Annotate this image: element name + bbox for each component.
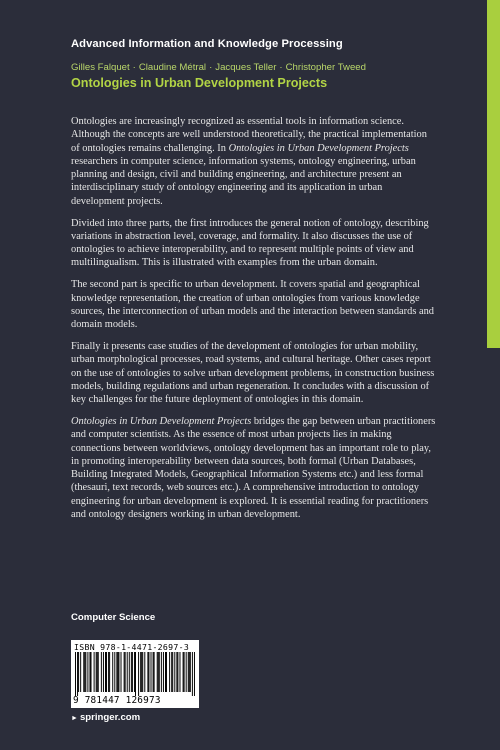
barcode-bar: [169, 652, 170, 692]
barcode-bar: [112, 652, 113, 692]
blurb-paragraph: Finally it presents case studies of the development of ontologies for urban mobility, urban morphological processes, road systems, and cultural heritage. Other cases report on the use of ontologies to solve urban development problems, in construction business models, building regulations and urban regeneration. It concludes with a discussion of key challenges for the future deployment of ontologies in this domain.: [71, 340, 435, 406]
barcode-bar: [166, 652, 167, 692]
barcode-bar: [114, 652, 115, 692]
author-name: Claudine Métral: [138, 62, 207, 73]
accent-stripe: [487, 0, 500, 348]
barcode-bar: [77, 652, 78, 696]
barcode-bars: [75, 652, 195, 696]
barcode-bar: [148, 652, 149, 692]
barcode-bar: [192, 652, 193, 696]
barcode-bar: [194, 652, 195, 696]
barcode-bar: [157, 652, 158, 692]
barcode-bar: [176, 652, 177, 692]
barcode-bar: [171, 652, 172, 692]
barcode-bar: [121, 652, 122, 692]
barcode-bar: [184, 652, 185, 692]
barcode-bar: [179, 652, 180, 692]
barcode-bar: [134, 652, 135, 692]
barcode-bar: [147, 652, 148, 692]
barcode-bar: [165, 652, 166, 692]
barcode-digits: 9 781447 126973: [73, 695, 161, 706]
barcode-bar: [96, 652, 97, 692]
author-name: Christopher Tweed: [285, 62, 366, 73]
barcode-bar: [117, 652, 118, 692]
arrow-icon: ►: [71, 715, 78, 722]
barcode-bar: [177, 652, 178, 692]
barcode-bar: [118, 652, 119, 692]
barcode-bar: [159, 652, 160, 692]
barcode-bar: [98, 652, 99, 692]
barcode-bar: [101, 652, 102, 692]
barcode-bar: [190, 652, 191, 692]
barcode-bar: [135, 652, 136, 696]
barcode-bar: [105, 652, 106, 692]
barcode-bar: [188, 652, 189, 692]
barcode-bar: [186, 652, 187, 692]
blurb: [71, 115, 437, 530]
barcode-bar: [172, 652, 173, 692]
publisher-link[interactable]: [71, 712, 140, 723]
barcode-bar: [151, 652, 152, 692]
barcode-bar: [129, 652, 130, 692]
publisher-url: springer.com: [79, 712, 141, 723]
barcode: [71, 640, 199, 708]
barcode-bar: [97, 652, 98, 692]
barcode-bar: [127, 652, 128, 692]
barcode-bar: [80, 652, 81, 692]
barcode-bar: [183, 652, 184, 692]
barcode-bar: [138, 652, 139, 696]
barcode-bar: [83, 652, 84, 692]
barcode-bar: [163, 652, 164, 692]
blurb-paragraph: [71, 415, 437, 521]
barcode-bar: [106, 652, 107, 692]
barcode-bar: [94, 652, 95, 692]
barcode-bar: [154, 652, 155, 692]
author-name: Gilles Falquet: [71, 62, 130, 73]
book-title-italic: Ontologies in Urban Development Projects: [71, 415, 252, 427]
paragraph-text: Ontologies are increasingly recognized as essential tools in information science. Although the concepts are well understood theoretically, the practical implementation of ontologies remains challenging. In: [71, 116, 427, 154]
author-list: [71, 62, 366, 73]
book-title-italic: Ontologies in Urban Development Projects: [228, 142, 409, 154]
barcode-bar: [84, 652, 85, 692]
book-title: Ontologies in Urban Development Projects: [71, 76, 328, 90]
barcode-bar: [141, 652, 142, 692]
barcode-bar: [189, 652, 190, 692]
barcode-bar: [108, 652, 109, 692]
barcode-bar: [109, 652, 110, 692]
barcode-bar: [116, 652, 117, 692]
barcode-bar: [158, 652, 159, 692]
barcode-bar: [144, 652, 145, 692]
barcode-bar: [140, 652, 141, 692]
blurb-paragraph: [71, 115, 437, 208]
author-separator: ·: [132, 62, 136, 73]
barcode-bar: [142, 652, 143, 692]
barcode-bar: [174, 652, 175, 692]
barcode-bar: [124, 652, 125, 692]
barcode-bar: [131, 652, 132, 692]
isbn-label: ISBN 978-1-4471-2697-3: [74, 642, 190, 652]
author-separator: ·: [279, 62, 283, 73]
paragraph-text: researchers in computer science, information systems, ontology engineering, urban planning and design, civil and building engineering, and architecture present an interdisciplinary study of ontology engineering and its application in urban development projects.: [71, 155, 416, 207]
barcode-bar: [75, 652, 76, 696]
author-separator: ·: [209, 62, 213, 73]
barcode-bar: [89, 652, 90, 692]
barcode-bar: [161, 652, 162, 692]
barcode-bar: [78, 652, 79, 692]
paragraph-text: bridges the gap between urban practitioners and computer scientists. As the essence of most urban projects lies in making connections between worldviews, ontology development has an important role to play, in promoting interoperability between data sources, both formal (Urban Databases, Building Integrated Models, Geographical Information Systems etc.) and less formal (thesauri, text records, web sources etc.). A comprehensive introduction to ontology engineering for urban development is explored. It is essential reading for practitioners and ontology designers working in urban development.: [71, 415, 436, 521]
barcode-bar: [125, 652, 126, 692]
blurb-paragraph: Divided into three parts, the first introduces the general notion of ontology, describing variations in abstraction level, coverage, and formality. It also discusses the use of ontologies to achieve interoperability, and to represent multiple points of view and multilingualism. This is illustrated with examples from the urban domain.: [71, 217, 429, 269]
barcode-bar: [85, 652, 86, 692]
barcode-bar: [153, 652, 154, 692]
barcode-bar: [91, 652, 92, 692]
barcode-bar: [132, 652, 133, 692]
subject-category: Computer Science: [71, 612, 156, 623]
author-name: Jacques Teller: [215, 62, 277, 73]
series-title: Advanced Information and Knowledge Processing: [71, 38, 343, 50]
barcode-bar: [87, 652, 88, 692]
barcode-bar: [103, 652, 104, 692]
blurb-paragraph: The second part is specific to urban development. It covers spatial and geographical knowledge representation, the creation of urban ontologies from various knowledge sources, the interconnection of urban models and the interaction between standards and domain models.: [71, 279, 434, 331]
